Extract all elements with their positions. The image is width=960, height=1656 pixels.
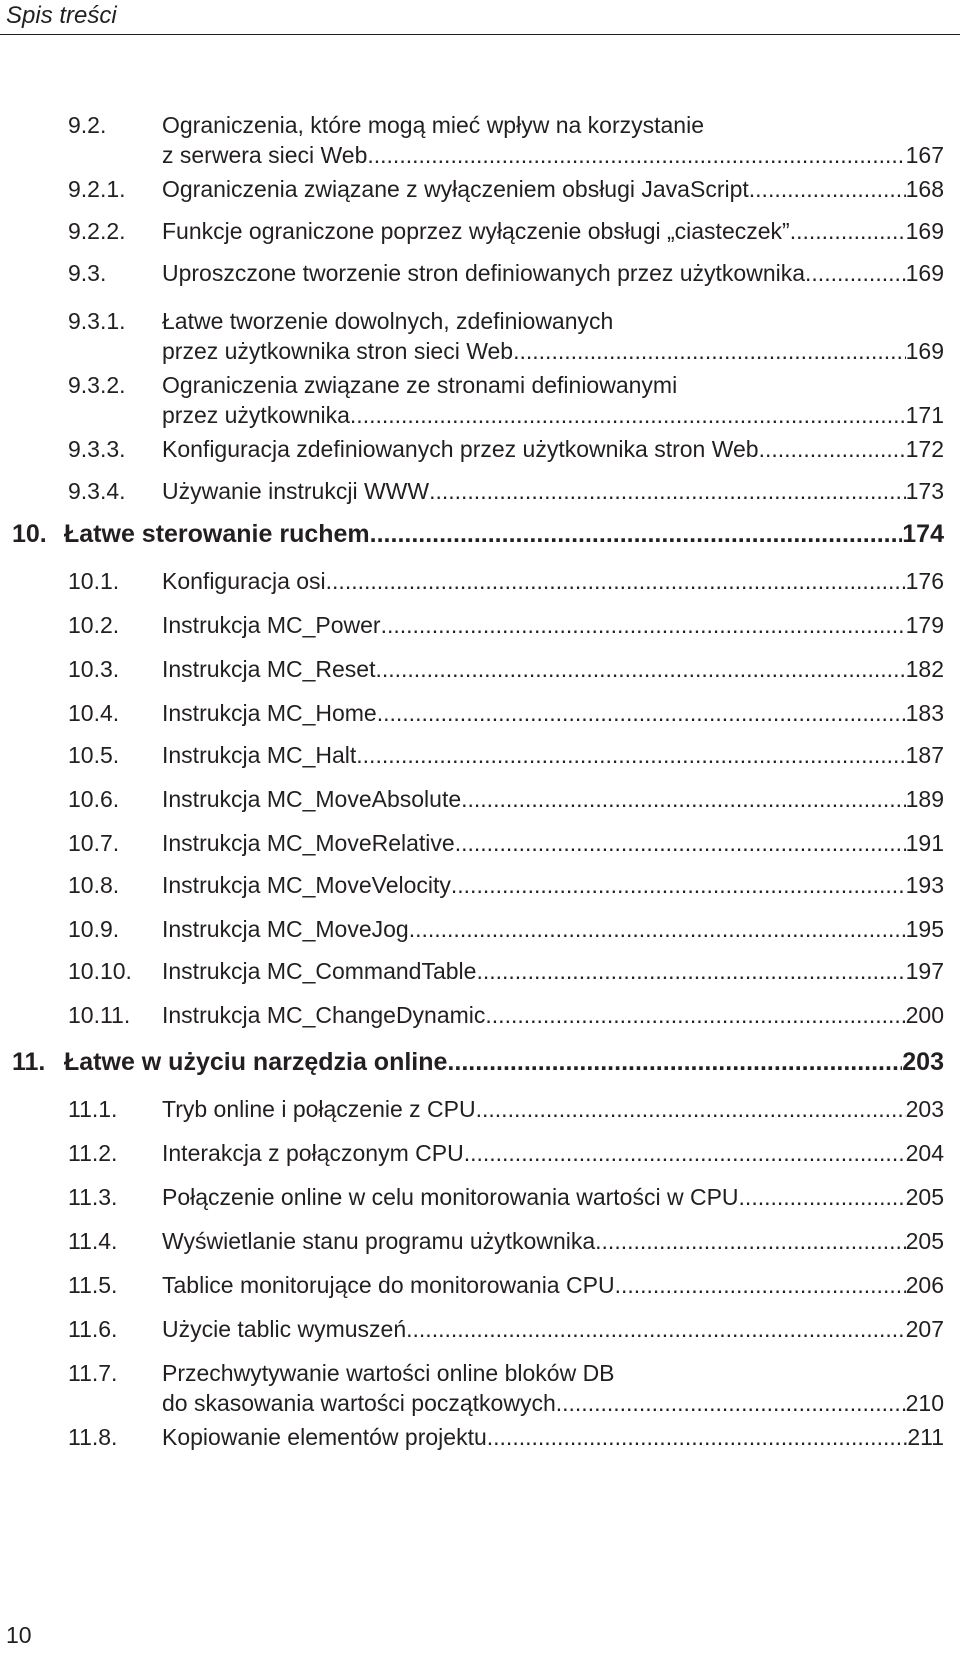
toc-entry-page: 200: [905, 1002, 944, 1028]
dot-leader: [513, 338, 906, 365]
toc-entry-number: 9.3.1.: [68, 308, 126, 334]
toc-entry-page: 168: [905, 176, 944, 202]
dot-leader: [476, 1096, 906, 1123]
toc-entry-title: Ograniczenia, które mogą mieć wpływ na korzystanie: [162, 112, 705, 138]
dot-leader: [615, 1272, 906, 1299]
toc-entry-number: 9.3.2.: [68, 372, 126, 398]
toc-entry-title: Instrukcja MC_Halt: [162, 742, 357, 768]
toc-entry-title: Ograniczenia związane ze stronami definiowanymi: [162, 372, 678, 398]
dot-leader: [464, 1140, 906, 1167]
toc-entry-title: Łatwe sterowanie ruchem: [64, 520, 370, 548]
toc-entry-page: 197: [905, 958, 944, 984]
toc-entry-title: Instrukcja MC_Power: [162, 612, 381, 638]
toc-entry-title: Instrukcja MC_MoveRelative: [162, 830, 455, 856]
toc-entry-title: Instrukcja MC_MoveVelocity: [162, 872, 451, 898]
dot-leader: [759, 436, 906, 463]
dot-leader: [476, 958, 905, 985]
dot-leader: [375, 656, 905, 683]
toc-entry-page: 206: [905, 1272, 944, 1298]
toc-entry-page: 203: [902, 1048, 944, 1076]
toc-entry-title: Łatwe w użyciu narzędzia online: [64, 1048, 448, 1076]
toc-entry-page: 174: [902, 520, 944, 548]
toc-entry-number: 10.4.: [68, 700, 120, 726]
dot-leader: [429, 478, 906, 505]
toc-entry-page: 205: [905, 1228, 944, 1254]
toc-entry-number: 10.5.: [68, 742, 120, 768]
toc-entry-page: 210: [905, 1390, 944, 1416]
toc-entry-number: 9.3.3.: [68, 436, 126, 462]
toc-entry-page: 183: [905, 700, 944, 726]
dot-leader: [381, 612, 906, 639]
toc-entry-page: 189: [905, 786, 944, 812]
toc-entry-page: 173: [905, 478, 944, 504]
toc-entry-number: 11.8.: [68, 1424, 118, 1450]
dot-leader: [739, 1184, 906, 1211]
toc-entry-title: Instrukcja MC_ChangeDynamic: [162, 1002, 486, 1028]
toc-entry-number: 10.1.: [68, 568, 120, 594]
toc-entry-number: 11.1.: [68, 1096, 118, 1122]
toc-entry-page: 169: [905, 338, 944, 364]
toc-entry-title: Użycie tablic wymuszeń: [162, 1316, 407, 1342]
toc-entry-title: Instrukcja MC_CommandTable: [162, 958, 477, 984]
toc-entry-page: 191: [905, 830, 944, 856]
toc-entry-title: Ograniczenia związane z wyłączeniem obsługi JavaScript: [162, 176, 749, 202]
toc-entry-title: Kopiowanie elementów projektu: [162, 1424, 487, 1450]
toc-entry-page: 179: [905, 612, 944, 638]
toc-entry-number: 9.3.4.: [68, 478, 126, 504]
toc-entry-title: Konfiguracja zdefiniowanych przez użytkownika stron Web: [162, 436, 759, 462]
toc-entry-number: 10.11.: [68, 1002, 131, 1028]
dot-leader: [455, 830, 906, 857]
toc-entry-page: 172: [905, 436, 944, 462]
toc-entry-page: 193: [905, 872, 944, 898]
toc-entry-title: Interakcja z połączonym CPU: [162, 1140, 464, 1166]
toc-entry-page: 205: [905, 1184, 944, 1210]
dot-leader: [461, 786, 906, 813]
toc-entry-number: 10.10.: [68, 958, 132, 984]
toc-entry-title: Funkcje ograniczone poprzez wyłączenie obsługi „ciasteczek”: [162, 218, 790, 244]
toc-entry-title: Połączenie online w celu monitorowania wartości w CPU: [162, 1184, 739, 1210]
toc-entry-page: 211: [907, 1424, 944, 1450]
toc-entry-page: 182: [905, 656, 944, 682]
toc-entry-page: 207: [905, 1316, 944, 1342]
toc-entry-title: Przechwytywanie wartości online bloków DB: [162, 1360, 615, 1386]
header-rule: [0, 34, 960, 35]
toc-entry-number: 10.2.: [68, 612, 120, 638]
toc-entry-title: Łatwe tworzenie dowolnych, zdefiniowanych: [162, 308, 614, 334]
toc-entry-title: przez użytkownika: [162, 402, 350, 428]
dot-leader: [790, 218, 906, 245]
toc-entry-page: 187: [905, 742, 944, 768]
dot-leader: [409, 916, 906, 943]
toc-entry-title: Instrukcja MC_MoveJog: [162, 916, 409, 942]
dot-leader: [350, 402, 906, 429]
toc-entry-title: Używanie instrukcji WWW: [162, 478, 430, 504]
toc-entry-page: 204: [905, 1140, 944, 1166]
toc-entry-page: 195: [905, 916, 944, 942]
toc-entry-number: 10.9.: [68, 916, 120, 942]
dot-leader: [326, 568, 906, 595]
dot-leader: [367, 142, 905, 169]
toc-entry-title: Instrukcja MC_Home: [162, 700, 377, 726]
toc-entry-number: 9.3.: [68, 260, 107, 286]
dot-leader: [485, 1002, 905, 1029]
toc-entry-title: z serwera sieci Web: [162, 142, 368, 168]
dot-leader: [749, 176, 906, 203]
toc-entry-title: Uproszczone tworzenie stron definiowanych przez użytkownika.: [162, 260, 812, 286]
running-head: Spis treści: [6, 2, 117, 29]
toc-entry-number: 10.6.: [68, 786, 120, 812]
toc-entry-number: 11.: [12, 1048, 46, 1076]
toc-entry-page: 203: [905, 1096, 944, 1122]
dot-leader: [556, 1390, 906, 1417]
toc-entry-number: 10.: [12, 520, 47, 548]
toc-entry-page: 169: [905, 260, 944, 286]
toc-entry-page: 169: [905, 218, 944, 244]
dot-leader: [377, 700, 906, 727]
toc-entry-page: 167: [905, 142, 944, 168]
toc-entry-title: do skasowania wartości początkowych: [162, 1390, 556, 1416]
dot-leader: [370, 520, 903, 549]
toc-entry-title: Instrukcja MC_MoveAbsolute: [162, 786, 462, 812]
toc-entry-title: Konfiguracja osi: [162, 568, 326, 594]
toc-entry-title: przez użytkownika stron sieci Web: [162, 338, 514, 364]
toc-entry-number: 9.2.: [68, 112, 107, 138]
dot-leader: [451, 872, 906, 899]
toc-entry-title: Wyświetlanie stanu programu użytkownika: [162, 1228, 596, 1254]
toc-entry-number: 11.6.: [68, 1316, 118, 1342]
dot-leader: [811, 260, 905, 287]
toc-entry-number: 11.5.: [68, 1272, 118, 1298]
toc-entry-number: 11.3.: [68, 1184, 118, 1210]
toc-entry-page: 171: [905, 402, 944, 428]
dot-leader: [356, 742, 905, 769]
toc-entry-title: Tablice monitorujące do monitorowania CPU: [162, 1272, 615, 1298]
dot-leader: [595, 1228, 905, 1255]
dot-leader: [487, 1424, 908, 1451]
dot-leader: [406, 1316, 905, 1343]
toc-entry-number: 10.8.: [68, 872, 120, 898]
dot-leader: [447, 1048, 902, 1077]
toc-entry-page: 176: [905, 568, 944, 594]
toc-entry-number: 10.7.: [68, 830, 120, 856]
toc-entry-title: Instrukcja MC_Reset: [162, 656, 376, 682]
toc-entry-number: 11.4.: [68, 1228, 118, 1254]
toc-entry-number: 11.7.: [68, 1360, 118, 1386]
toc-entry-title: Tryb online i połączenie z CPU: [162, 1096, 476, 1122]
toc-entry-number: 9.2.2.: [68, 218, 126, 244]
toc-entry-number: 9.2.1.: [68, 176, 126, 202]
toc-entry-number: 11.2.: [68, 1140, 118, 1166]
page-number: 10: [6, 1622, 32, 1648]
toc-entry-number: 10.3.: [68, 656, 120, 682]
